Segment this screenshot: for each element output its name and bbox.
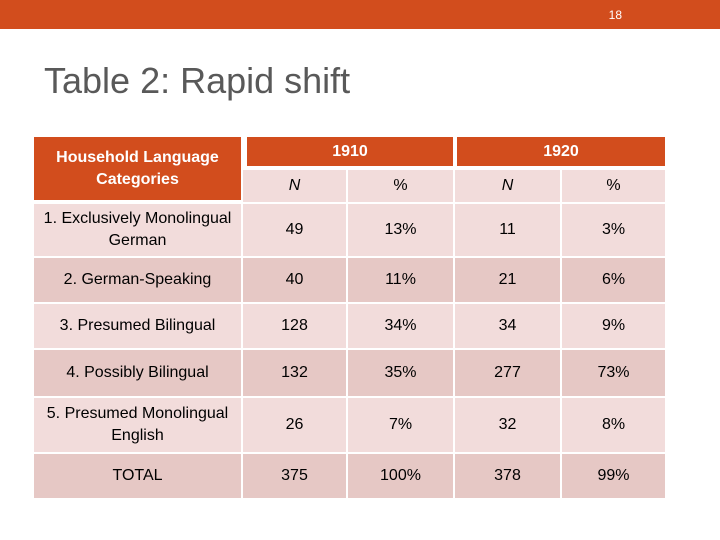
year-header-1920: 1920	[457, 137, 665, 166]
table-cell: 49	[243, 204, 346, 256]
table-cell: 8%	[562, 398, 665, 452]
top-accent-bar	[0, 0, 720, 29]
table-cell: 26	[243, 398, 346, 452]
table-cell: 3%	[562, 204, 665, 256]
year-header-1910: 1910	[247, 137, 453, 166]
table-row-category: 4. Possibly Bilingual	[34, 350, 241, 396]
table-cell: 73%	[562, 350, 665, 396]
table-row-category: TOTAL	[34, 454, 241, 498]
table-cell: 132	[243, 350, 346, 396]
table-cell: 40	[243, 258, 346, 302]
table-cell: 35%	[348, 350, 453, 396]
corner-header: Household Language Categories	[34, 137, 241, 200]
table-cell: 34%	[348, 304, 453, 348]
table-cell: 99%	[562, 454, 665, 498]
table-cell: 7%	[348, 398, 453, 452]
table-cell: 21	[455, 258, 560, 302]
table-cell: 378	[455, 454, 560, 498]
sub-header-n-1910: N	[243, 170, 346, 202]
table-row-category: 2. German-Speaking	[34, 258, 241, 302]
slide-title: Table 2: Rapid shift	[44, 60, 351, 101]
table-row-category: 3. Presumed Bilingual	[34, 304, 241, 348]
table-cell: 11	[455, 204, 560, 256]
table-cell: 32	[455, 398, 560, 452]
sub-header-pct-1910: %	[348, 170, 453, 202]
table-row-category: 5. Presumed Monolingual English	[34, 398, 241, 452]
table-cell: 34	[455, 304, 560, 348]
table-cell: 375	[243, 454, 346, 498]
page-number: 18	[608, 8, 622, 22]
table-cell: 11%	[348, 258, 453, 302]
table-cell: 128	[243, 304, 346, 348]
sub-header-n-1920: N	[455, 170, 560, 202]
table-row-category: 1. Exclusively Monolingual German	[34, 204, 241, 256]
table-cell: 13%	[348, 204, 453, 256]
table-cell: 100%	[348, 454, 453, 498]
table-cell: 9%	[562, 304, 665, 348]
sub-header-pct-1920: %	[562, 170, 665, 202]
table-cell: 277	[455, 350, 560, 396]
table-cell: 6%	[562, 258, 665, 302]
